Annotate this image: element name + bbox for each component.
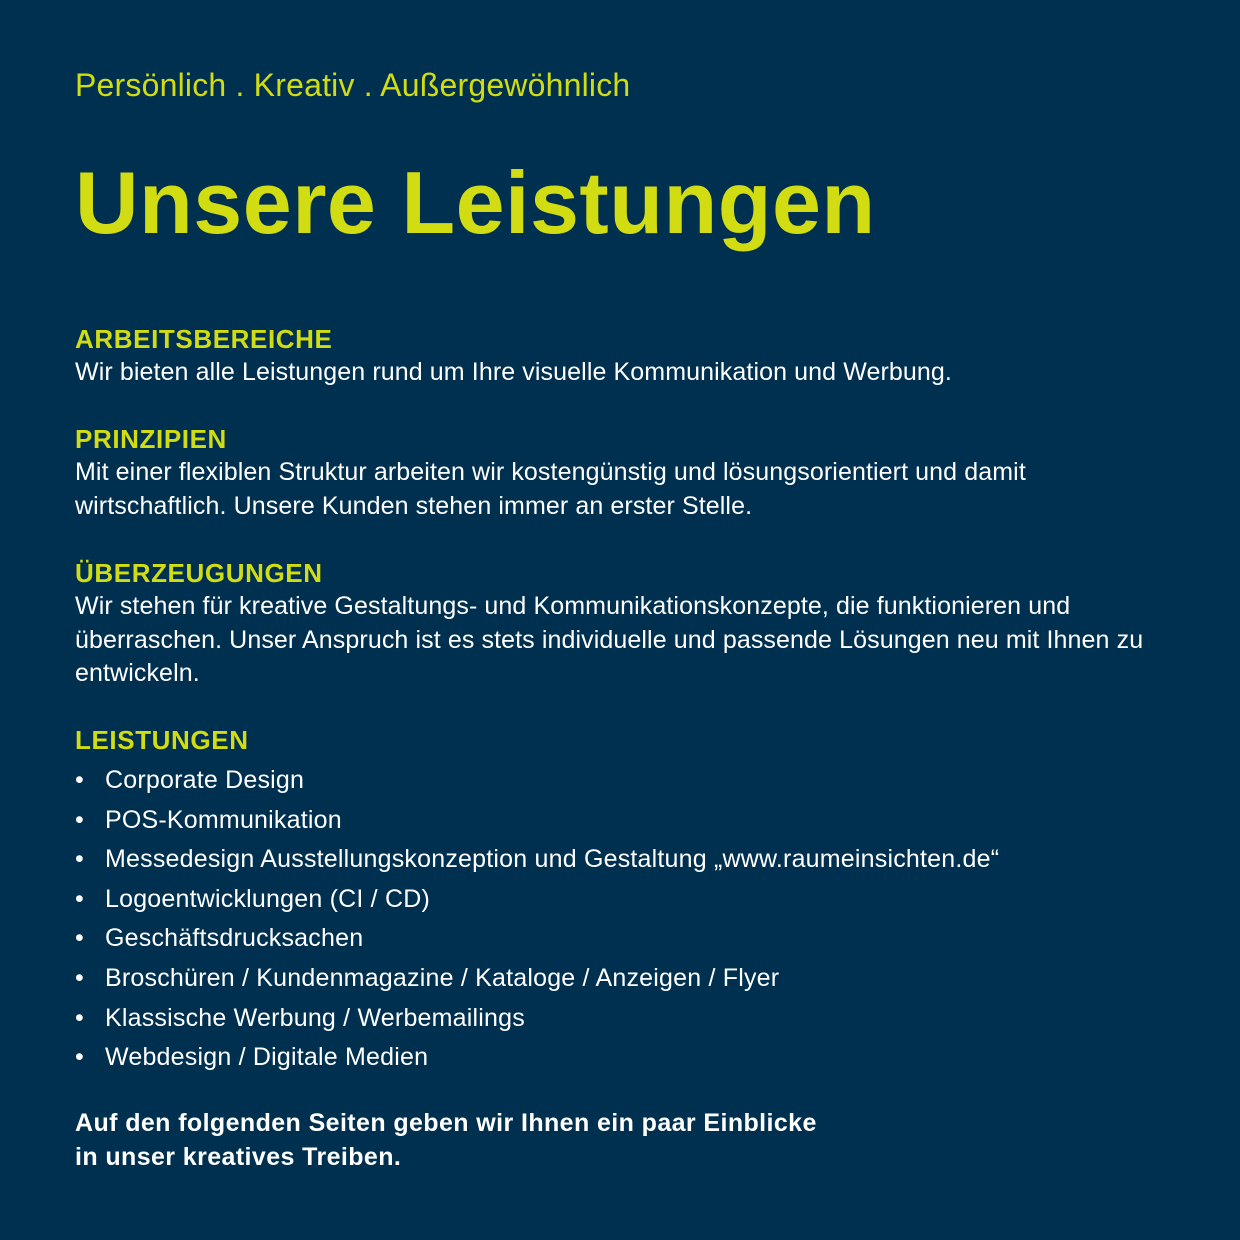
bullet-icon: • xyxy=(75,845,84,874)
list-item xyxy=(75,919,1215,959)
list-item xyxy=(75,801,1215,841)
section-leistungen xyxy=(75,724,1215,1078)
bullet-icon: • xyxy=(75,924,84,953)
list-item-label: Webdesign / Digitale Medien xyxy=(105,1043,429,1072)
list-item-label: Broschüren / Kundenmagazine / Kataloge / Anzeigen / Flyer xyxy=(105,963,780,992)
list-item xyxy=(75,959,1215,999)
list-item xyxy=(75,880,1215,920)
section-text-ueberzeugungen: Wir stehen für kreative Gestaltungs- und Kommunikationskonzepte, die funktionieren und überraschen. Unser Anspruch ist es stets individuelle und passende Lösungen neu mit Ihnen zu entwickeln. xyxy=(75,592,1144,687)
list-item xyxy=(75,1038,1215,1078)
list-item xyxy=(75,840,1215,880)
tagline: Persönlich . Kreativ . Außergewöhnlich xyxy=(75,67,631,103)
list-item-label: Geschäftsdrucksachen xyxy=(105,924,364,953)
section-ueberzeugungen xyxy=(75,557,1215,691)
section-text-arbeitsbereiche: Wir bieten alle Leistungen rund um Ihre visuelle Kommunikation und Werbung. xyxy=(75,358,952,386)
section-prinzipien xyxy=(75,423,1215,523)
page-title: Unsere Leistungen xyxy=(75,153,876,252)
bullet-icon: • xyxy=(75,963,84,992)
list-item-label: Klassische Werbung / Werbemailings xyxy=(105,1003,525,1032)
bullet-icon: • xyxy=(75,766,84,794)
closing-text xyxy=(75,1107,817,1174)
section-heading-arbeitsbereiche: ARBEITSBEREICHE xyxy=(75,324,333,354)
list-item-label: Corporate Design xyxy=(105,766,305,794)
list-item xyxy=(75,761,1215,801)
closing-line-2: in unser kreatives Treiben. xyxy=(75,1142,402,1171)
bullet-icon: • xyxy=(75,884,84,913)
list-item-label: Logoentwicklungen (CI / CD) xyxy=(105,884,430,913)
section-heading-ueberzeugungen: ÜBERZEUGUNGEN xyxy=(75,558,323,588)
list-item-label: POS-Kommunikation xyxy=(105,805,342,834)
section-heading-prinzipien: PRINZIPIEN xyxy=(75,424,227,454)
section-text-prinzipien: Mit einer flexiblen Struktur arbeiten wir kostengünstig und lösungsorientiert und damit wirtschaftlich. Unsere Kunden stehen immer an erster Stelle. xyxy=(75,458,1026,520)
list-item-label: Messedesign Ausstellungskonzeption und Gestaltung „www.raumeinsichten.de“ xyxy=(105,845,1000,874)
section-heading-leistungen: LEISTUNGEN xyxy=(75,725,249,755)
closing-line-1: Auf den folgenden Seiten geben wir Ihnen ein paar Einblicke xyxy=(75,1109,817,1137)
services-list xyxy=(75,761,1215,1078)
bullet-icon: • xyxy=(75,1003,84,1032)
list-item xyxy=(75,999,1215,1039)
bullet-icon: • xyxy=(75,1043,84,1072)
bullet-icon: • xyxy=(75,805,84,834)
section-arbeitsbereiche xyxy=(75,323,1215,390)
